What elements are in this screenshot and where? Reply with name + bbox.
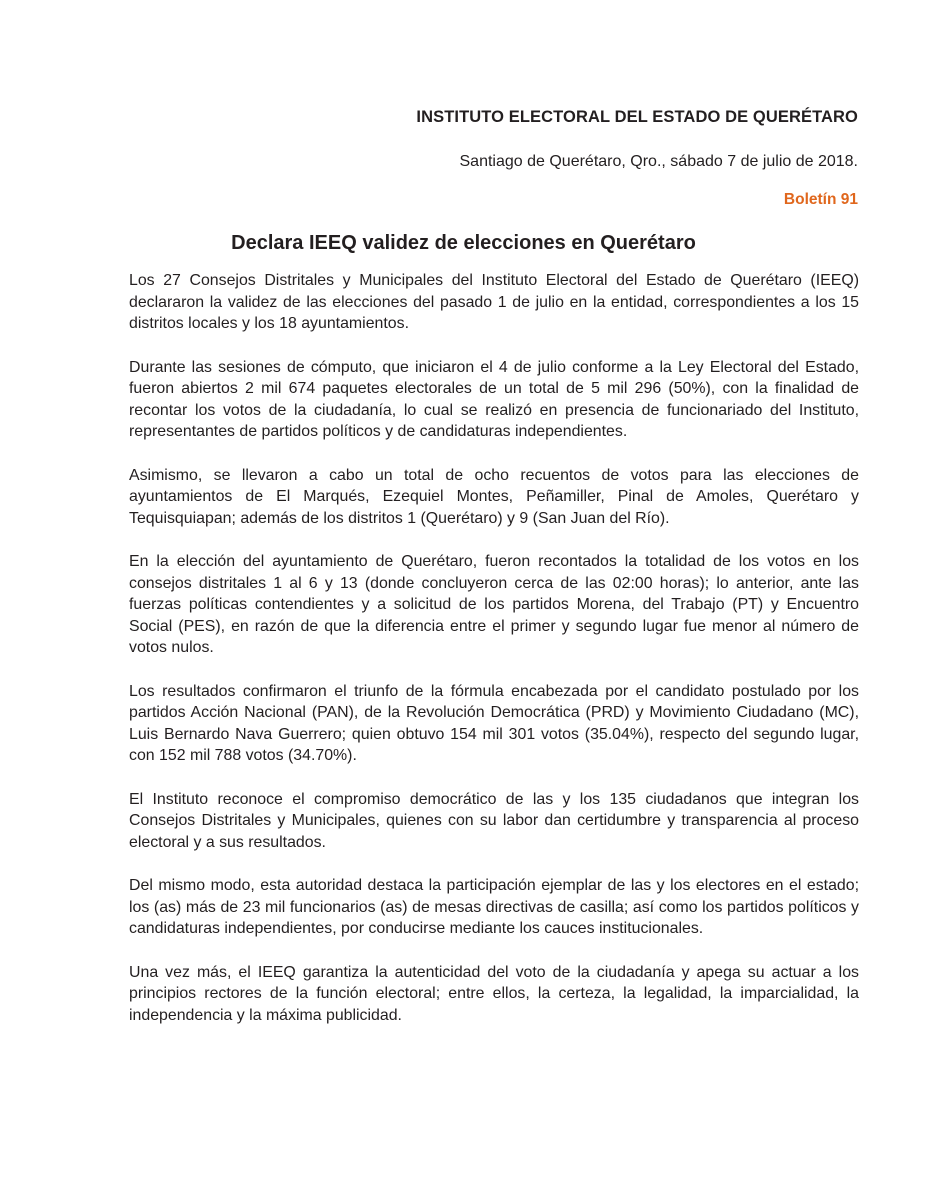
article-body: [129, 270, 859, 1048]
bulletin-number: Boletín 91: [783, 191, 858, 208]
paragraph-1: Los 27 Consejos Distritales y Municipales del Instituto Electoral del Estado de Querétaro (IEEQ) declararon la validez de las elecciones del pasado 1 de julio en la entidad, correspondientes a los 15 distritos locales y los 18 ayuntamientos.: [129, 272, 859, 332]
organization-name: INSTITUTO ELECTORAL DEL ESTADO DE QUERÉTARO: [416, 108, 858, 126]
paragraph-2: Durante las sesiones de cómputo, que iniciaron el 4 de julio conforme a la Ley Electoral del Estado, fueron abiertos 2 mil 674 paquetes electorales de un total de 5 mil 296 (50%), con la finalidad de recontar los votos de la ciudadanía, lo cual se realizó en presencia de funcionariado del Instituto, representantes de partidos políticos y de candidaturas independientes.: [129, 358, 859, 440]
paragraph-3: Asimismo, se llevaron a cabo un total de ocho recuentos de votos para las elecciones de ayuntamientos de El Marqués, Ezequiel Montes, Peñamiller, Pinal de Amoles, Querétaro y Tequisquiapan; además de los distritos 1 (Querétaro) y 9 (San Juan del Río).: [129, 466, 859, 527]
document-header: [416, 106, 858, 211]
paragraph-8: Una vez más, el IEEQ garantiza la autenticidad del voto de la ciudadanía y apega su actuar a los principios rectores de la función electoral; entre ellos, la certeza, la legalidad, la imparcialidad, la independencia y la máxima publicidad.: [129, 963, 859, 1024]
paragraph-4: En la elección del ayuntamiento de Querétaro, fueron recontados la totalidad de los votos en los consejos distritales 1 al 6 y 13 (donde concluyeron cerca de las 02:00 horas); lo anterior, ante las fuerzas políticas contendientes y a solicitud de los partidos Morena, del Trabajo (PT) y Encuentro Social (PES), en razón de que la diferencia entre el primer y segundo lugar fue menor al número de votos nulos.: [129, 553, 859, 656]
paragraph-7: Del mismo modo, esta autoridad destaca la participación ejemplar de las y los electores en el estado; los (as) más de 23 mil funcionarios (as) de mesas directivas de casilla; así como los partidos políticos y candidaturas independientes, por conducirse mediante los cauces institucionales.: [129, 877, 859, 937]
headline: Declara IEEQ validez de elecciones en Querétaro: [231, 232, 696, 254]
paragraph-5: Los resultados confirmaron el triunfo de la fórmula encabezada por el candidato postulado por los partidos Acción Nacional (PAN), de la Revolución Democrática (PRD) y Movimiento Ciudadano (MC), Luis Bernardo Nava Guerrero; quien obtuvo 154 mil 301 votos (35.04%), respecto del segundo lugar, con 152 mil 788 votos (34.70%).: [129, 682, 859, 764]
paragraph-6: El Instituto reconoce el compromiso democrático de las y los 135 ciudadanos que integran los Consejos Distritales y Municipales, quienes con su labor dan certidumbre y transparencia al proceso electoral y a sus resultados.: [129, 790, 859, 851]
dateline: Santiago de Querétaro, Qro., sábado 7 de julio de 2018.: [459, 153, 858, 170]
